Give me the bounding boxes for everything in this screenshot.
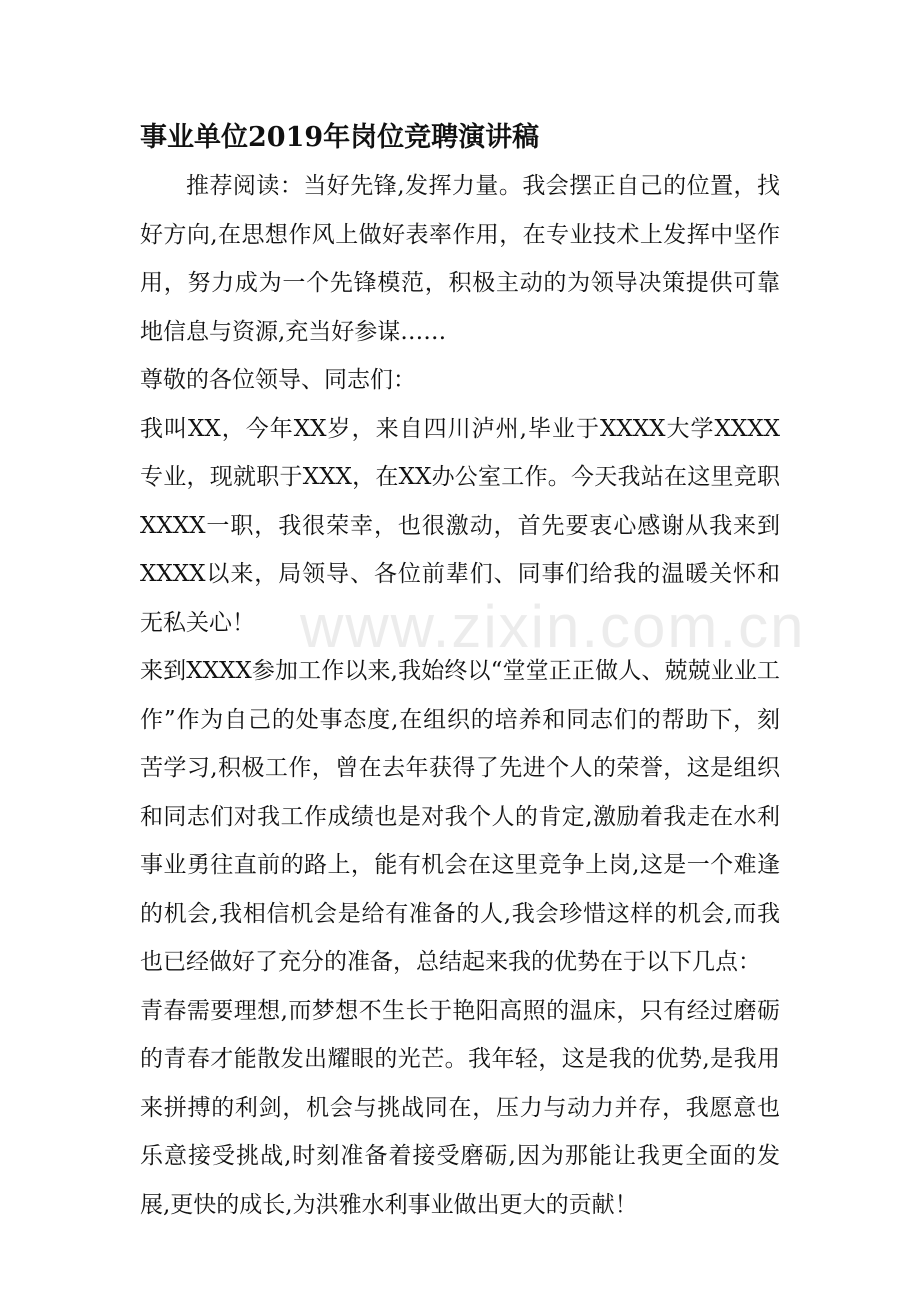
- paragraph-salutation: 尊敬的各位领导、同志们：: [140, 367, 416, 393]
- watermark-text: www.zixin.com.cn: [300, 593, 806, 660]
- document-body: [140, 114, 780, 1229]
- paragraph-work-experience: 来到XXXX参加工作以来,我始终以“堂堂正正做人、兢兢业业工作”作为自己的处事态度,在组织的培养和同志们的帮助下，刻苦学习,积极工作，曾在去年获得了先进个人的荣誉，这是组织和同志们对我工作成绩也是对我个人的肯定,激励着我走在水利事业勇往直前的路上，能有机会在这里竞争上岗,这是一个难逢的机会,我相信机会是给有准备的人,我会珍惜这样的机会,而我也已经做好了充分的准备，总结起来我的优势在于以下几点：: [140, 658, 780, 975]
- paragraph-self-introduction: 我叫XX，今年XX岁，来自四川泸州,毕业于XXXX大学XXXX专业，现就职于XXX，在XX办公室工作。今天我站在这里竞职XXXX一职，我很荣幸，也很激动，首先要衷心感谢从我来到XXXX以来，局领导、各位前辈们、同事们给我的温暖关怀和无私关心！: [140, 415, 780, 636]
- paragraph-recommended-reading: 推荐阅读：当好先锋,发挥力量。我会摆正自己的位置，找好方向,在思想作风上做好表率作用，在专业技术上发挥中坚作用，努力成为一个先锋模范，积极主动的为领导决策提供可靠地信息与资源,充当好参谋……: [140, 173, 780, 345]
- paragraph-youth-advantage: 青春需要理想,而梦想不生长于艳阳高照的温床，只有经过磨砺的青春才能散发出耀眼的光芒。我年轻，这是我的优势,是我用来拼搏的利剑，机会与挑战同在，压力与动力并存，我愿意也乐意接受挑战,时刻准备着接受磨砺,因为那能让我更全面的发展,更快的成长,为洪雅水利事业做出更大的贡献！: [140, 997, 780, 1218]
- document-title: 事业单位2019年岗位竞聘演讲稿: [140, 122, 540, 153]
